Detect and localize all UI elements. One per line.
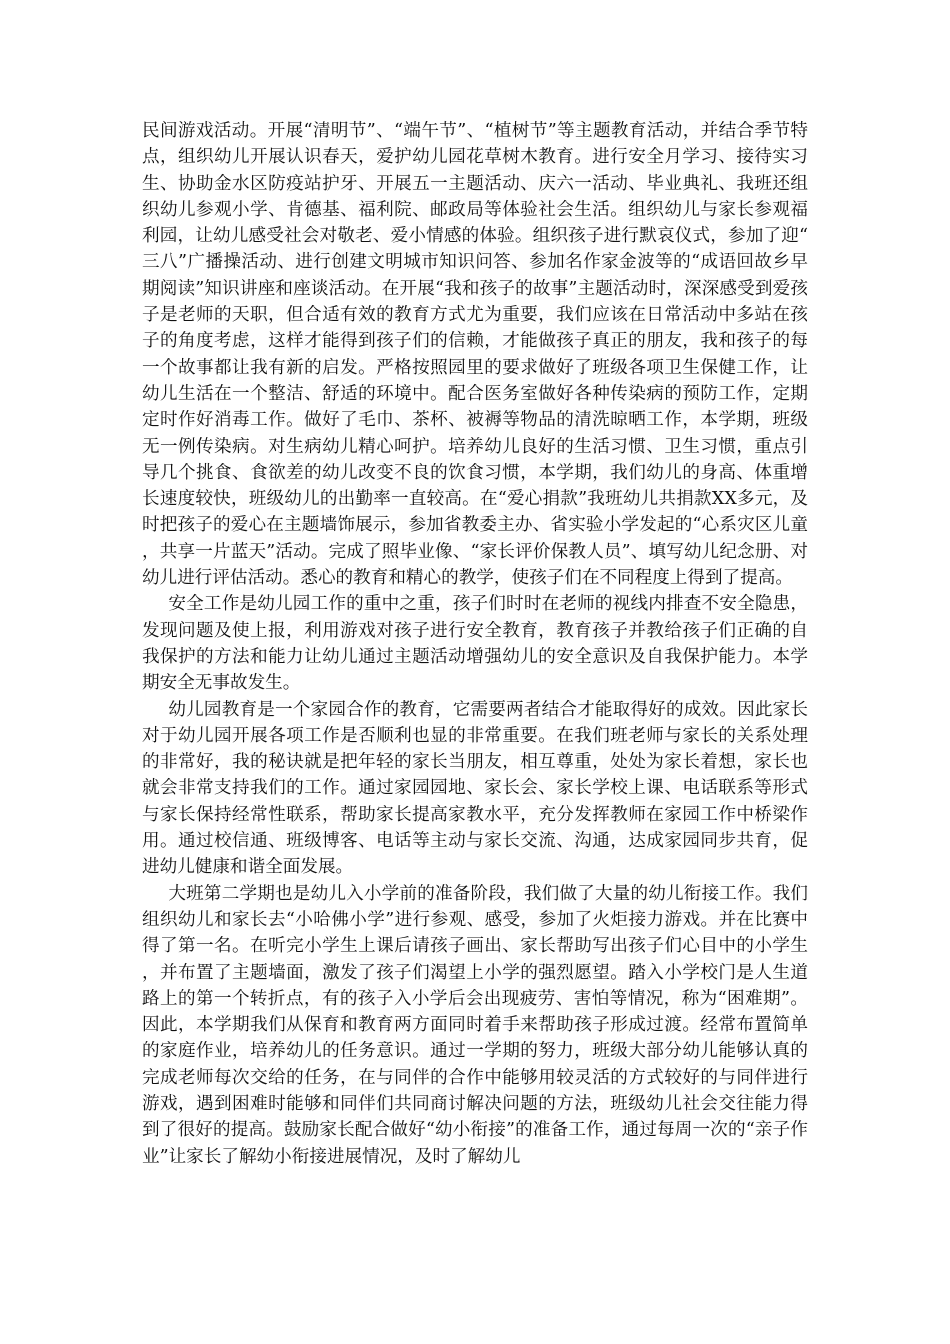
document-page — [142, 118, 808, 1170]
paragraph-activities: 民间游戏活动。开展“清明节”、“端午节”、“植树节”等主题教育活动，并结合季节特点，组织幼儿开展认识春天，爱护幼儿园花草树木教育。进行安全月学习、接待实习生、协助金水区防疫站护牙、开展五一主题活动、庆六一活动、毕业典礼、我班还组织幼儿参观小学、肯德基、福利院、邮政局等体验社会生活。组织幼儿与家长参观福利园，让幼儿感受社会对敬老、爱小情感的体验。组织孩子进行默哀仪式，参加了迎“三八”广播操活动、进行创建文明城市知识问答、参加名作家金波等的“成语回故乡早期阅读”知识讲座和座谈活动。在开展“我和孩子的故事”主题活动时，深深感受到爱孩子是老师的天职，但合适有效的教育方式尤为重要，我们应该在日常活动中多站在孩子的角度考虑，这样才能得到孩子们的信赖，才能做孩子真正的朋友，我和孩子的每一个故事都让我有新的启发。严格按照园里的要求做好了班级各项卫生保健工作，让幼儿生活在一个整洁、舒适的环境中。配合医务室做好各种传染病的预防工作，定期定时作好消毒工作。做好了毛巾、茶杯、被褥等物品的清洗晾晒工作，本学期，班级无一例传染病。对生病幼儿精心呵护。培养幼儿良好的生活习惯、卫生习惯，重点引导几个挑食、食欲差的幼儿改变不良的饮食习惯，本学期，我们幼儿的身高、体重增长速度较快，班级幼儿的出勤率一直较高。在“爱心捐款”我班幼儿共捐款XX多元，及时把孩子的爱心在主题墙饰展示，参加省教委主办、省实验小学发起的“心系灾区儿童，共享一片蓝天”活动。完成了照毕业像、“家长评价保教人员”、填写幼儿纪念册、对幼儿进行评估活动。悉心的教育和精心的教学，使孩子们在不同程度上得到了提高。 — [142, 121, 808, 589]
paragraph-school-transition: 大班第二学期也是幼儿入小学前的准备阶段，我们做了大量的幼儿衔接工作。我们组织幼儿和家长去“小哈佛小学”进行参观、感受，参加了火炬接力游戏。并在比赛中得了第一名。在听完小学生上课后请孩子画出、家长帮助写出孩子们心目中的小学生，并布置了主题墙面，激发了孩子们渴望上小学的强烈愿望。踏入小学校门是人生道路上的第一个转折点，有的孩子入小学后会出现疲劳、害怕等情况，称为“困难期”。因此，本学期我们从保育和教育两方面同时着手来帮助孩子形成过渡。经常布置简单的家庭作业，培养幼儿的任务意识。通过一学期的努力，班级大部分幼儿能够认真的完成老师每次交给的任务，在与同伴的合作中能够用较灵活的方式较好的与同伴进行游戏，遇到困难时能够和同伴们共同商讨解决问题的方法，班级幼儿社会交往能力得到了很好的提高。鼓励家长配合做好“幼小衔接”的准备工作，通过每周一次的“亲子作业”让家长了解幼小衔接进展情况，及时了解幼儿 — [142, 883, 808, 1167]
paragraph-home-cooperation: 幼儿园教育是一个家园合作的教育，它需要两者结合才能取得好的成效。因此家长对于幼儿园开展各项工作是否顺利也显的非常重要。在我们班老师与家长的关系处理的非常好，我的秘诀就是把年轻的家长当朋友，相互尊重，处处为家长着想，家长也就会非常支持我们的工作。通过家园园地、家长会、家长学校上课、电话联系等形式与家长保持经常性联系，帮助家长提高家教水平，充分发挥教师在家园工作中桥梁作用。通过校信通、班级博客、电话等主动与家长交流、沟通，达成家园同步共育，促进幼儿健康和谐全面发展。 — [142, 699, 808, 878]
paragraph-safety: 安全工作是幼儿园工作的重中之重，孩子们时时在老师的视线内排查不安全隐患，发现问题及使上报，利用游戏对孩子进行安全教育，教育孩子并教给孩子们正确的自我保护的方法和能力让幼儿通过主题活动增强幼儿的安全意识及自我保护能力。本学期安全无事故发生。 — [142, 594, 808, 694]
